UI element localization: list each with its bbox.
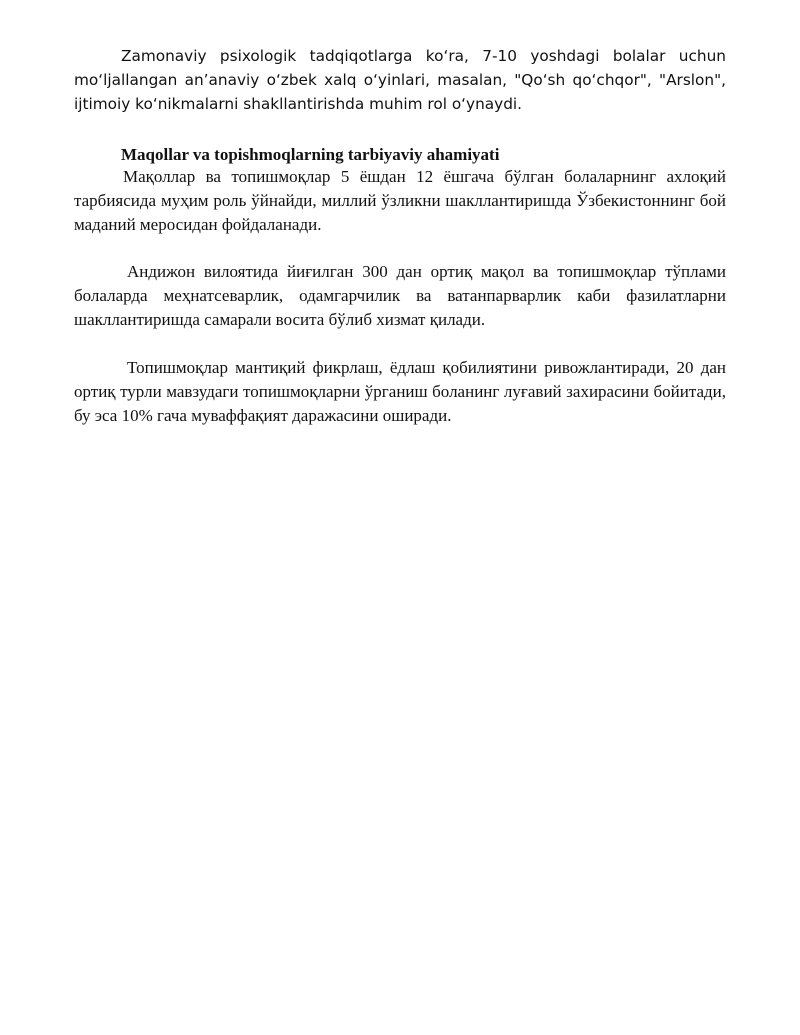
- paragraph-games: Zamonaviy psixologik tadqiqotlarga ko‘ra, 7-10 yoshdagi bolalar uchun mo‘ljallangan an’anaviy o‘zbek xalq o‘yinlari, masalan, "Qo‘sh qo‘chqor", "Arslon", ijtimoiy ko‘nikmalarni shakllantirishda muhim rol o‘ynaydi.: [74, 47, 726, 113]
- paragraph-riddles-thinking: Топишмоқлар мантиқий фикрлаш, ёдлаш қобилиятини ривожлантиради, 20 дан ортиқ турли мавзудаги топишмоқларни ўрганиш боланинг луғавий захирасини бойитади, бу эса 10% гача муваффақият даражасини оширади.: [74, 358, 726, 425]
- paragraph-andijan-collection: Андижон вилоятида йиғилган 300 дан ортиқ мақол ва топишмоқлар тўплами болаларда меҳнатсеварлик, одамгарчилик ва ватанпарварлик каби фазилатларни шакллантиришда самарали восита бўлиб хизмат қилади.: [74, 262, 726, 329]
- paragraph-proverbs-role: Мақоллар ва топишмоқлар 5 ёшдан 12 ёшгача бўлган болаларнинг ахлоқий тарбиясида муҳим роль ўйнайди, миллий ўзликни шакллантиришда Ўзбекистоннинг бой маданий меросидан фойдаланади.: [74, 167, 726, 234]
- document-page: [74, 44, 726, 428]
- section-heading: Maqollar va topishmoqlarning tarbiyaviy ahamiyati: [121, 145, 500, 164]
